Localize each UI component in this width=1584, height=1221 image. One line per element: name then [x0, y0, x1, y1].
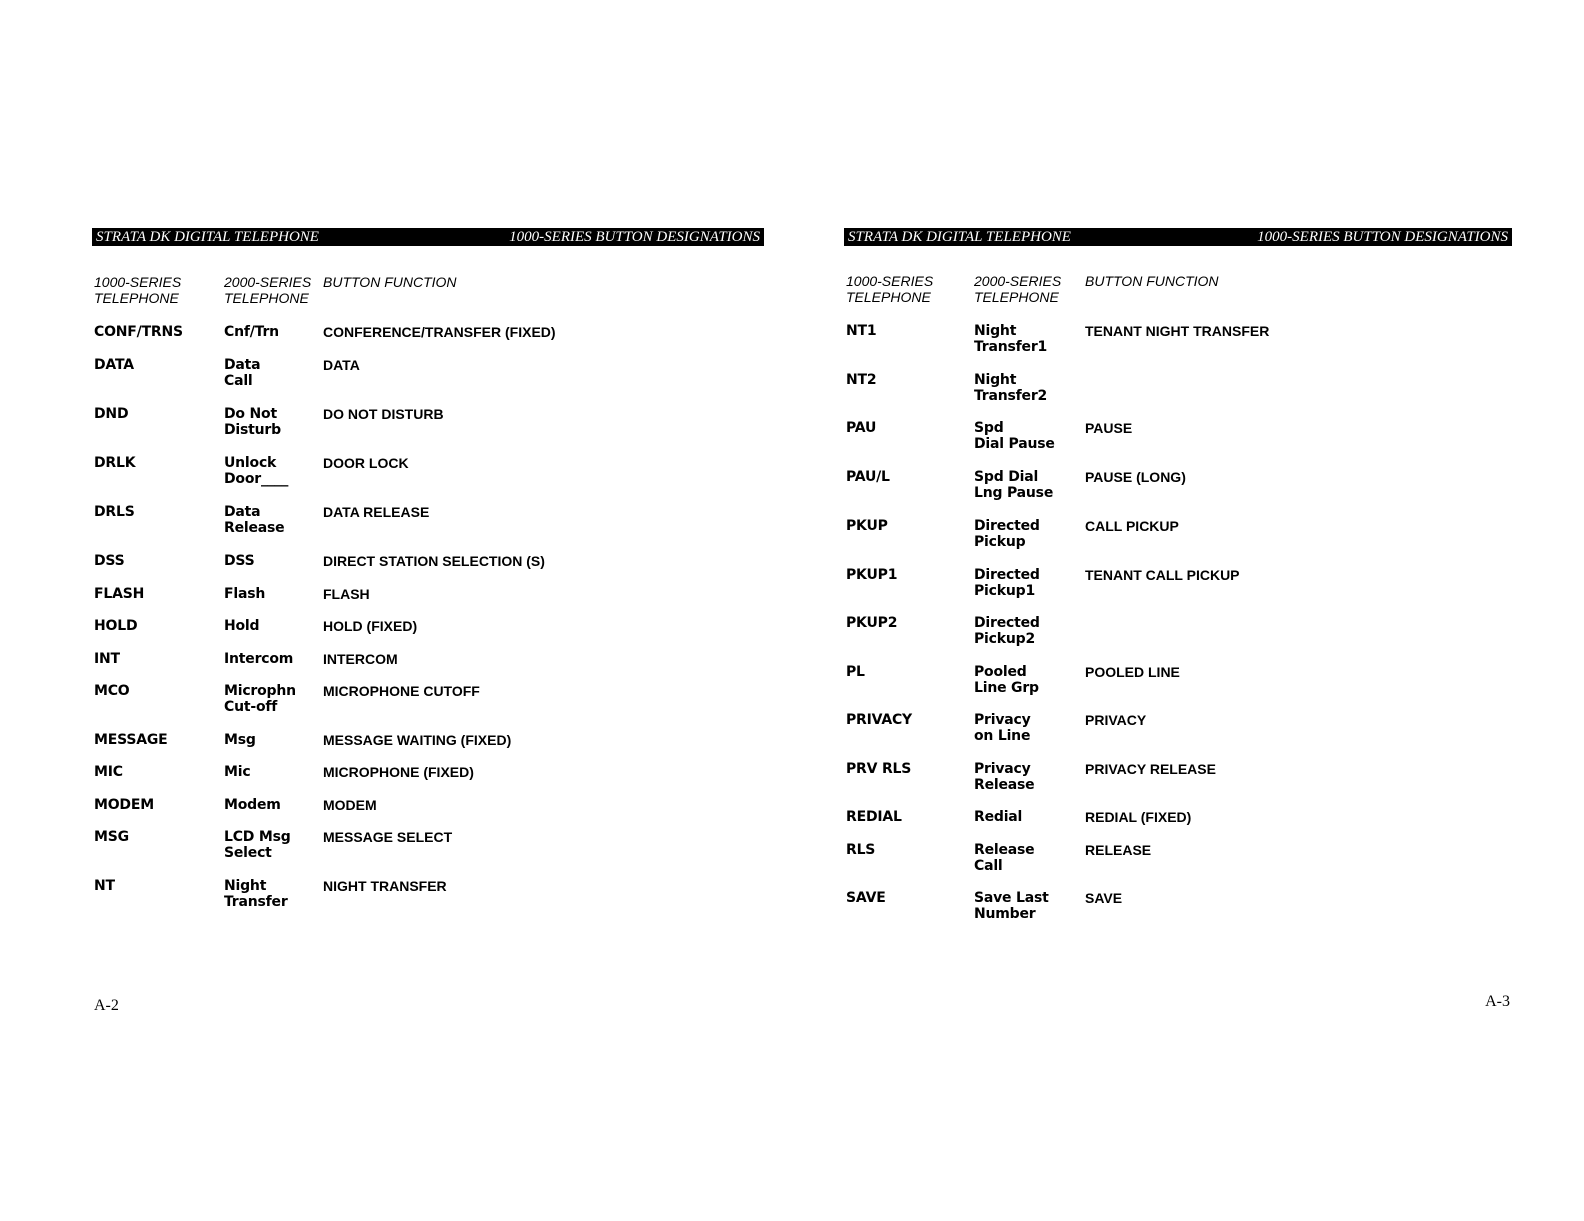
button-label: Hold: [224, 618, 260, 634]
header-title: STRATA DK DIGITAL TELEPHONE: [848, 229, 1071, 245]
button-label: LCD Msg Select: [224, 829, 291, 861]
button-function: MICROPHONE (FIXED): [323, 764, 474, 780]
header-section: 1000-SERIES BUTTON DESIGNATIONS: [509, 229, 760, 245]
button-code: CONF/TRNS: [94, 324, 183, 340]
button-function: TENANT NIGHT TRANSFER: [1085, 323, 1270, 339]
header-banner: [92, 228, 764, 246]
page-number: A-3: [1485, 993, 1510, 1010]
button-function: TENANT CALL PICKUP: [1085, 567, 1240, 583]
button-function: INTERCOM: [323, 651, 398, 667]
button-code: DSS: [94, 553, 125, 569]
button-code: PL: [846, 664, 865, 680]
button-code: MODEM: [94, 797, 154, 813]
button-code: REDIAL: [846, 809, 902, 825]
button-function: MODEM: [323, 797, 377, 813]
button-function: FLASH: [323, 586, 370, 602]
button-label: Msg: [224, 732, 256, 748]
button-label: Night Transfer2: [974, 372, 1048, 404]
button-code: DRLS: [94, 504, 135, 520]
button-label: Directed Pickup1: [974, 567, 1040, 599]
button-code: MSG: [94, 829, 129, 845]
button-label: Data Call: [224, 357, 261, 389]
button-function: DATA: [323, 357, 360, 373]
column-header-1000-series: 1000-SERIES TELEPHONE: [94, 274, 182, 306]
button-function: PRIVACY RELEASE: [1085, 761, 1216, 777]
button-code: DATA: [94, 357, 134, 373]
button-function: RELEASE: [1085, 842, 1152, 858]
button-code: HOLD: [94, 618, 138, 634]
button-label: Spd Dial Pause: [974, 420, 1055, 452]
button-label: Microphn Cut-off: [224, 683, 296, 715]
button-code: FLASH: [94, 586, 145, 602]
button-code: MCO: [94, 683, 130, 699]
button-label: Unlock Door____: [224, 455, 289, 487]
button-function: PAUSE (LONG): [1085, 469, 1186, 485]
button-label: Directed Pickup: [974, 518, 1040, 550]
button-label: Night Transfer: [224, 878, 288, 910]
button-label: DSS: [224, 553, 255, 569]
button-function: POOLED LINE: [1085, 664, 1180, 680]
button-label: Data Release: [224, 504, 285, 536]
button-label: Privacy Release: [974, 761, 1035, 793]
button-label: Release Call: [974, 842, 1035, 874]
button-code: NT: [94, 878, 115, 894]
button-code: MIC: [94, 764, 123, 780]
button-label: Redial: [974, 809, 1023, 825]
button-code: NT2: [846, 372, 877, 388]
button-code: PKUP2: [846, 615, 898, 631]
button-label: Intercom: [224, 651, 294, 667]
button-code: MESSAGE: [94, 732, 168, 748]
button-label: Cnf/Trn: [224, 324, 279, 340]
button-function: PAUSE: [1085, 420, 1133, 436]
button-function: MESSAGE SELECT: [323, 829, 453, 845]
button-code: DRLK: [94, 455, 136, 471]
button-label: Night Transfer1: [974, 323, 1048, 355]
button-function: NIGHT TRANSFER: [323, 878, 447, 894]
button-code: PRIVACY: [846, 712, 912, 728]
button-function: DOOR LOCK: [323, 455, 409, 471]
column-header-function: BUTTON FUNCTION: [323, 274, 457, 290]
button-code: NT1: [846, 323, 877, 339]
button-function: CALL PICKUP: [1085, 518, 1179, 534]
button-label: Do Not Disturb: [224, 406, 281, 438]
button-label: Mic: [224, 764, 251, 780]
header-title: STRATA DK DIGITAL TELEPHONE: [96, 229, 319, 245]
button-code: PRV RLS: [846, 761, 912, 777]
header-banner: [844, 228, 1512, 246]
button-function: SAVE: [1085, 890, 1123, 906]
button-code: PKUP: [846, 518, 888, 534]
button-code: PAU/L: [846, 469, 890, 485]
button-function: HOLD (FIXED): [323, 618, 418, 634]
button-function: MESSAGE WAITING (FIXED): [323, 732, 512, 748]
column-header-2000-series: 2000-SERIES TELEPHONE: [224, 274, 312, 306]
button-function: CONFERENCE/TRANSFER (FIXED): [323, 324, 556, 340]
column-header-function: BUTTON FUNCTION: [1085, 273, 1219, 289]
button-label: Flash: [224, 586, 266, 602]
button-code: DND: [94, 406, 129, 422]
button-function: DO NOT DISTURB: [323, 406, 444, 422]
button-label: Pooled Line Grp: [974, 664, 1039, 696]
button-label: Save Last Number: [974, 890, 1049, 922]
button-label: Modem: [224, 797, 281, 813]
button-label: Directed Pickup2: [974, 615, 1040, 647]
header-section: 1000-SERIES BUTTON DESIGNATIONS: [1257, 229, 1508, 245]
button-label: Privacy on Line: [974, 712, 1031, 744]
button-function: DATA RELEASE: [323, 504, 430, 520]
button-function: REDIAL (FIXED): [1085, 809, 1192, 825]
button-code: PAU: [846, 420, 877, 436]
button-code: PKUP1: [846, 567, 898, 583]
column-header-1000-series: 1000-SERIES TELEPHONE: [846, 273, 934, 305]
button-function: MICROPHONE CUTOFF: [323, 683, 480, 699]
button-code: SAVE: [846, 890, 886, 906]
page-number: A-2: [94, 997, 119, 1014]
column-header-2000-series: 2000-SERIES TELEPHONE: [974, 273, 1062, 305]
button-function: PRIVACY: [1085, 712, 1147, 728]
button-code: INT: [94, 651, 120, 667]
button-function: DIRECT STATION SELECTION (S): [323, 553, 545, 569]
button-label: Spd Dial Lng Pause: [974, 469, 1054, 501]
button-code: RLS: [846, 842, 876, 858]
